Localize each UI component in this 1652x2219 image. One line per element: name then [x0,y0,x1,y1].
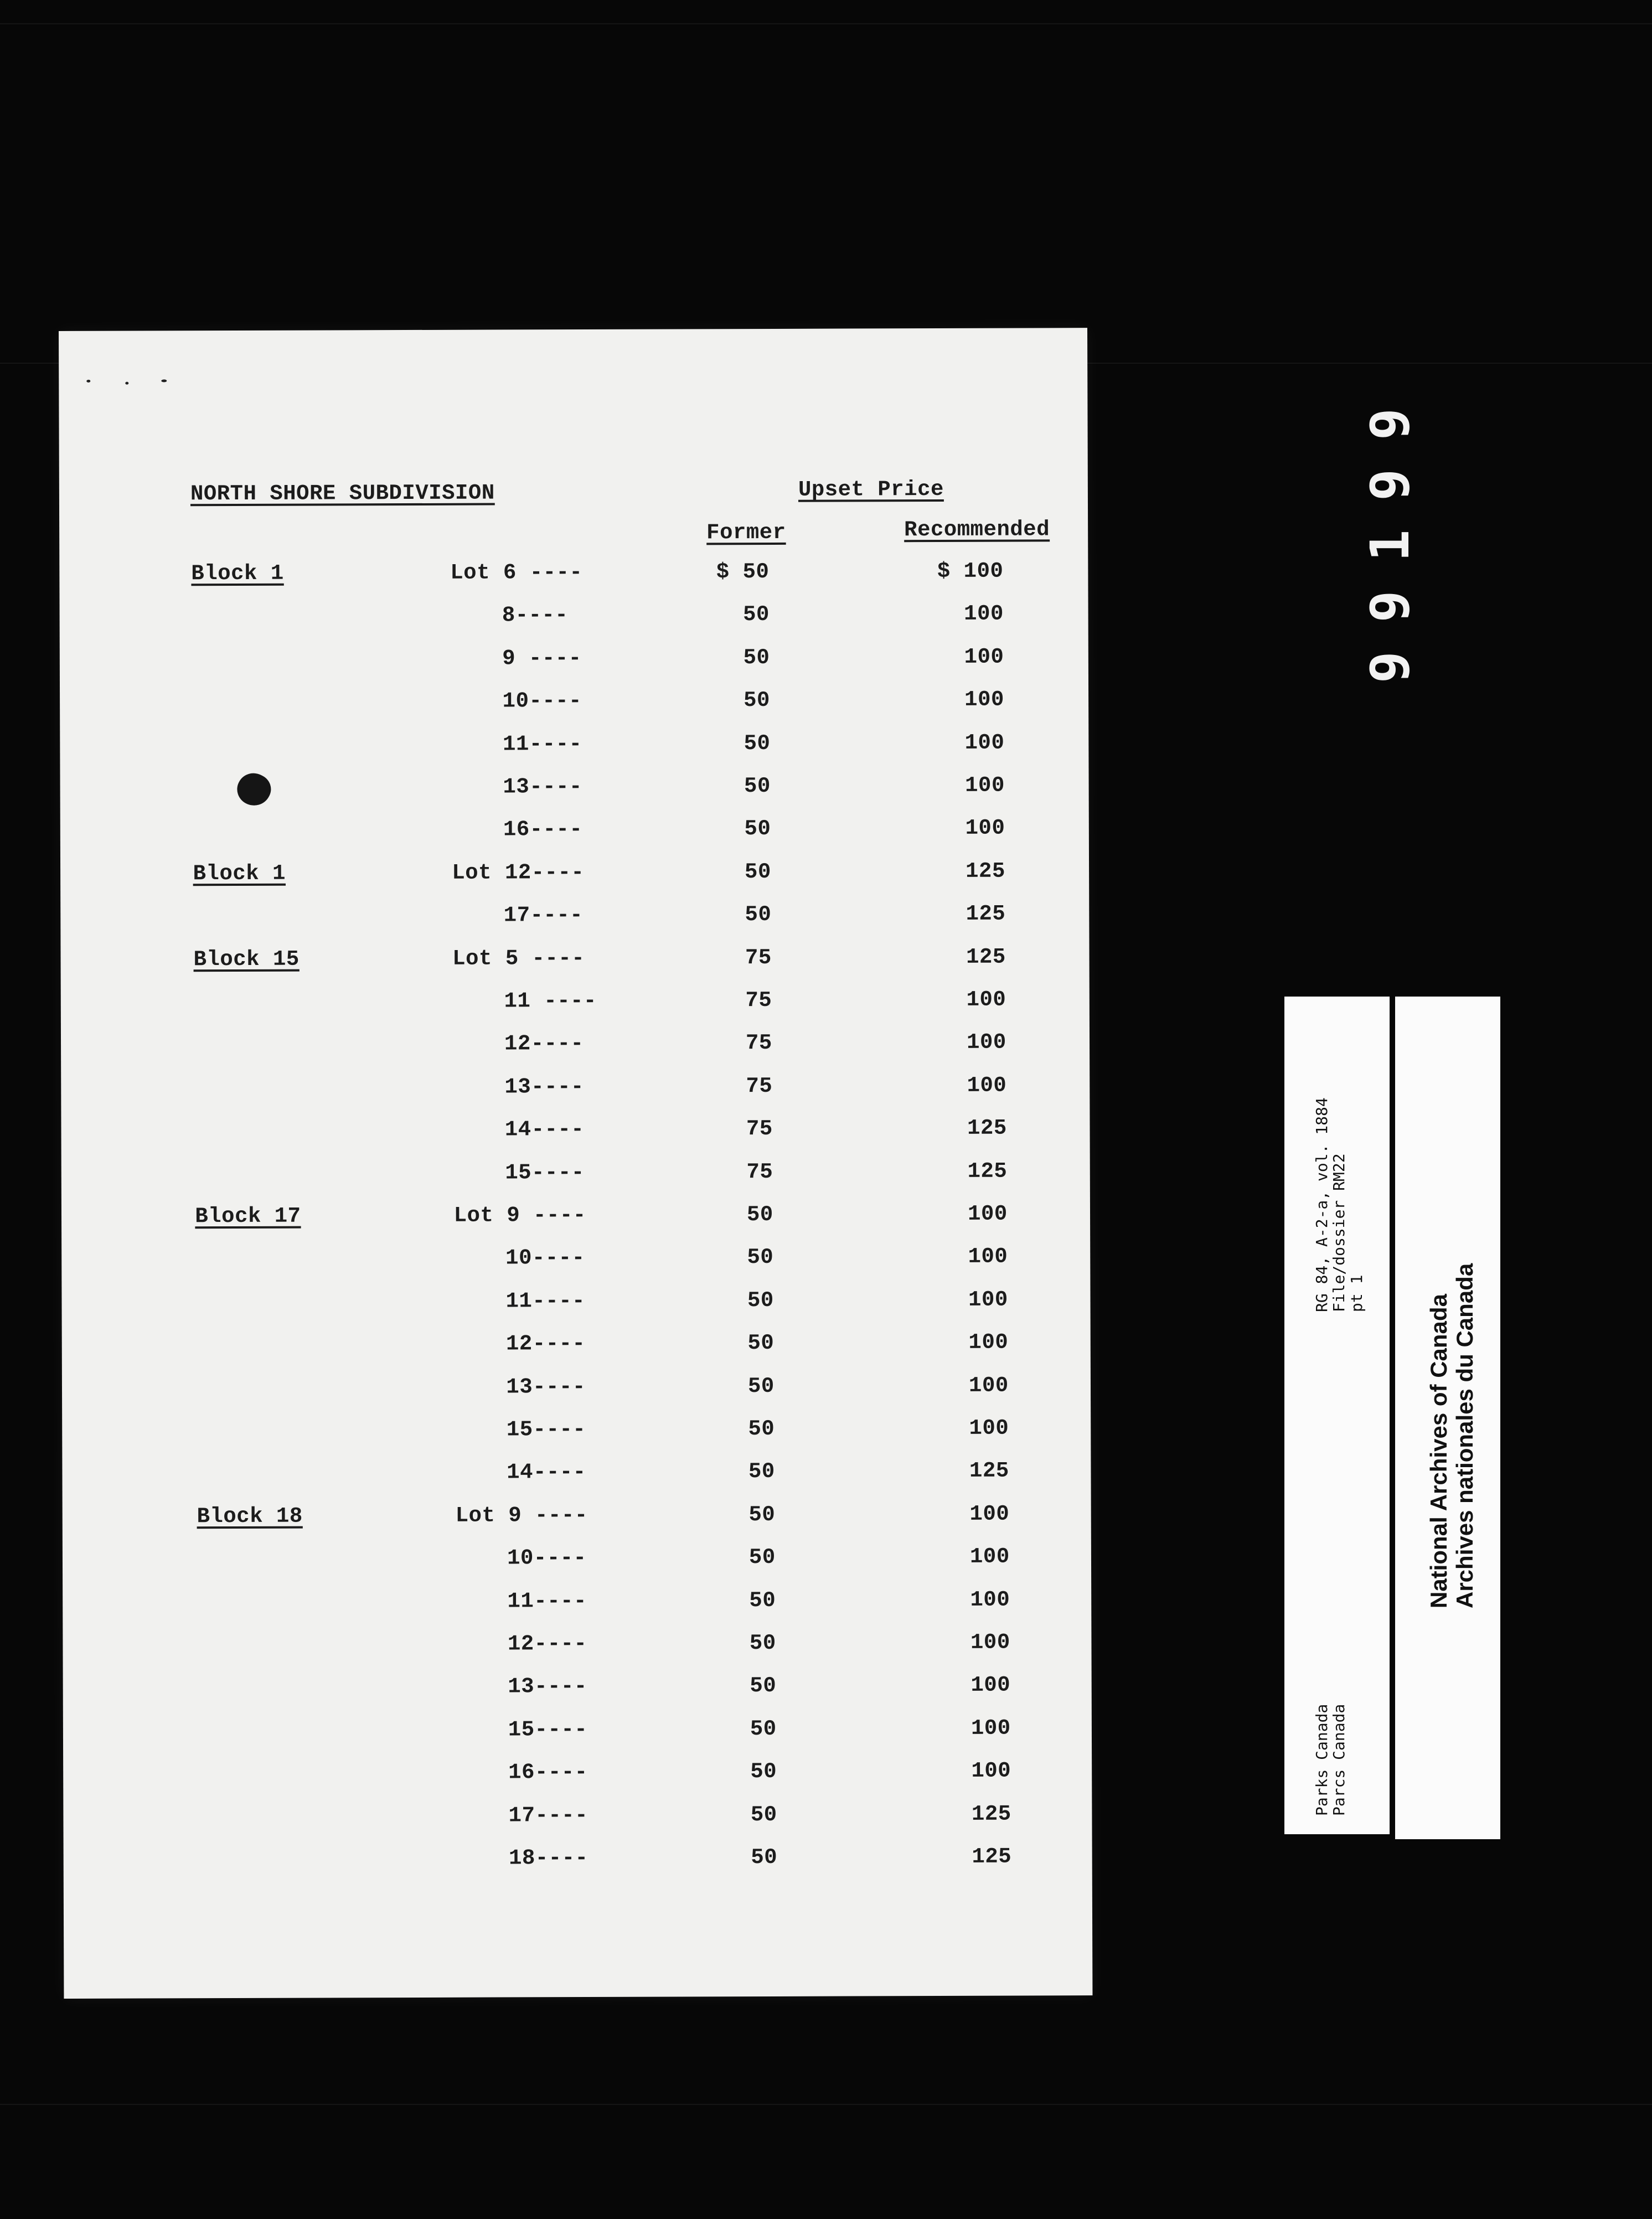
lot-label: Lot 9 ---- [453,1203,586,1228]
lot-label: 17---- [508,1803,588,1828]
archive-labels [1284,997,1511,1838]
lot-label: 12---- [504,1031,584,1056]
recommended-price: $ 100 [937,559,1004,584]
former-price: 50 [745,902,772,927]
paper-speck [125,382,128,385]
paper-speck [161,379,167,382]
lot-label: 13---- [503,775,582,799]
block-label: Block 17 [195,1204,301,1229]
lot-label: 14---- [507,1460,586,1485]
former-price: 50 [749,1588,776,1613]
lot-label: 15---- [508,1717,588,1742]
former-price: 50 [750,1674,777,1699]
recommended-price: 100 [965,773,1005,798]
former-price: 50 [744,731,771,756]
block-label: Block 18 [197,1504,303,1529]
reference-label [1284,997,1390,1834]
lot-label: 11---- [505,1288,586,1314]
recommended-price: 100 [970,1630,1010,1655]
lot-label: 13---- [508,1674,587,1699]
punch-hole [232,767,276,811]
archive-reference: RG 84, A-2-a, vol. 1884 File/dossier RM22 pt 1 [1313,1097,1366,1312]
recommended-price: 125 [967,1116,1007,1141]
lot-label: 15---- [505,1160,585,1185]
typed-document-page [59,328,1092,1999]
lot-label: 11---- [507,1588,587,1614]
recommended-price: 100 [967,1030,1006,1055]
recommended-price: 100 [970,1587,1010,1612]
subdivision-title: NORTH SHORE SUBDIVISION [190,481,495,507]
recommended-heading: Recommended [904,517,1050,543]
lot-label: 18---- [508,1846,588,1871]
lot-label: 13---- [506,1374,586,1400]
recommended-price: 100 [968,1245,1008,1270]
former-price: 50 [743,645,770,670]
lot-label: 11---- [502,731,582,757]
frame-number: 99199 [1359,379,1421,684]
lot-label: 12---- [507,1632,587,1656]
former-price: 50 [750,1759,777,1784]
recommended-price: 100 [970,1673,1011,1698]
former-price: 50 [748,1502,776,1527]
lot-label: 14---- [504,1117,585,1142]
former-price: $ 50 [716,559,770,585]
former-price: 50 [751,1845,778,1870]
recommended-price: 125 [971,1802,1011,1826]
recommended-price: 100 [968,1287,1008,1312]
former-price: 50 [748,1416,775,1442]
former-price: 50 [748,1459,775,1484]
recommended-price: 100 [968,1373,1009,1398]
block-label: Block 1 [191,561,284,586]
lot-label: 11 ---- [504,988,597,1014]
former-price: 75 [746,1117,773,1142]
lot-label: 16---- [503,817,583,842]
former-price: 50 [749,1630,776,1656]
former-price: 75 [745,945,772,970]
former-price: 75 [745,1031,772,1056]
paper-speck [86,380,90,383]
lot-label: 13---- [504,1074,584,1100]
former-price: 50 [742,602,770,627]
lot-label: Lot 12---- [452,860,585,885]
lot-label: 10---- [502,689,582,714]
recommended-price: 100 [971,1758,1011,1784]
former-price: 75 [746,1074,773,1098]
recommended-price: 125 [966,901,1006,927]
recommended-price: 100 [969,1544,1010,1570]
recommended-price: 100 [964,687,1004,713]
lot-label: 15---- [506,1417,586,1442]
lot-label: Lot 6 ---- [450,560,583,585]
lot-label: Lot 5 ---- [452,946,585,971]
lot-label: 9 ---- [502,646,582,671]
recommended-price: 125 [966,859,1005,884]
former-price: 50 [744,859,771,884]
former-heading: Former [706,520,786,545]
former-price: 75 [746,1159,773,1184]
recommended-price: 100 [969,1501,1010,1526]
archives-canada-name: National Archives of Canada Archives nationales du Canada [1426,1263,1478,1608]
film-streak [0,23,1652,24]
former-price: 50 [744,817,771,842]
lot-label: 8---- [502,603,569,628]
film-streak [0,2104,1652,2105]
department-name: Parks Canada Parcs Canada [1313,1704,1349,1816]
recommended-price: 100 [967,1073,1007,1098]
block-label: Block 1 [193,861,286,886]
block-label: Block 15 [193,947,300,972]
former-price: 50 [747,1288,774,1313]
lot-label: 17---- [503,903,584,928]
recommended-price: 100 [964,644,1004,669]
former-price: 50 [750,1716,777,1741]
former-price: 50 [747,1331,775,1356]
recommended-price: 100 [967,1201,1008,1226]
former-price: 50 [744,773,771,799]
lot-label: 10---- [505,1246,585,1271]
recommended-price: 125 [967,1159,1008,1184]
recommended-price: 100 [964,602,1004,627]
lot-label: 12---- [505,1332,586,1356]
upset-price-heading: Upset Price [798,477,944,502]
recommended-price: 100 [964,730,1005,755]
recommended-price: 125 [966,945,1006,969]
recommended-price: 100 [965,816,1005,841]
recommended-price: 100 [968,1330,1009,1355]
lot-label: 16---- [508,1760,588,1785]
recommended-price: 125 [969,1459,1009,1484]
former-price: 50 [747,1245,774,1270]
recommended-price: 100 [966,987,1006,1012]
recommended-price: 125 [972,1844,1012,1869]
recommended-price: 100 [970,1716,1011,1741]
former-price: 50 [746,1202,773,1227]
lot-label: 10---- [507,1546,587,1571]
former-price: 50 [748,1545,776,1570]
former-price: 50 [750,1802,777,1827]
former-price: 75 [745,988,772,1013]
former-price: 50 [747,1374,775,1399]
institution-label [1395,997,1500,1839]
recommended-price: 100 [969,1416,1009,1441]
former-price: 50 [743,688,770,713]
lot-label: Lot 9 ---- [455,1503,588,1528]
